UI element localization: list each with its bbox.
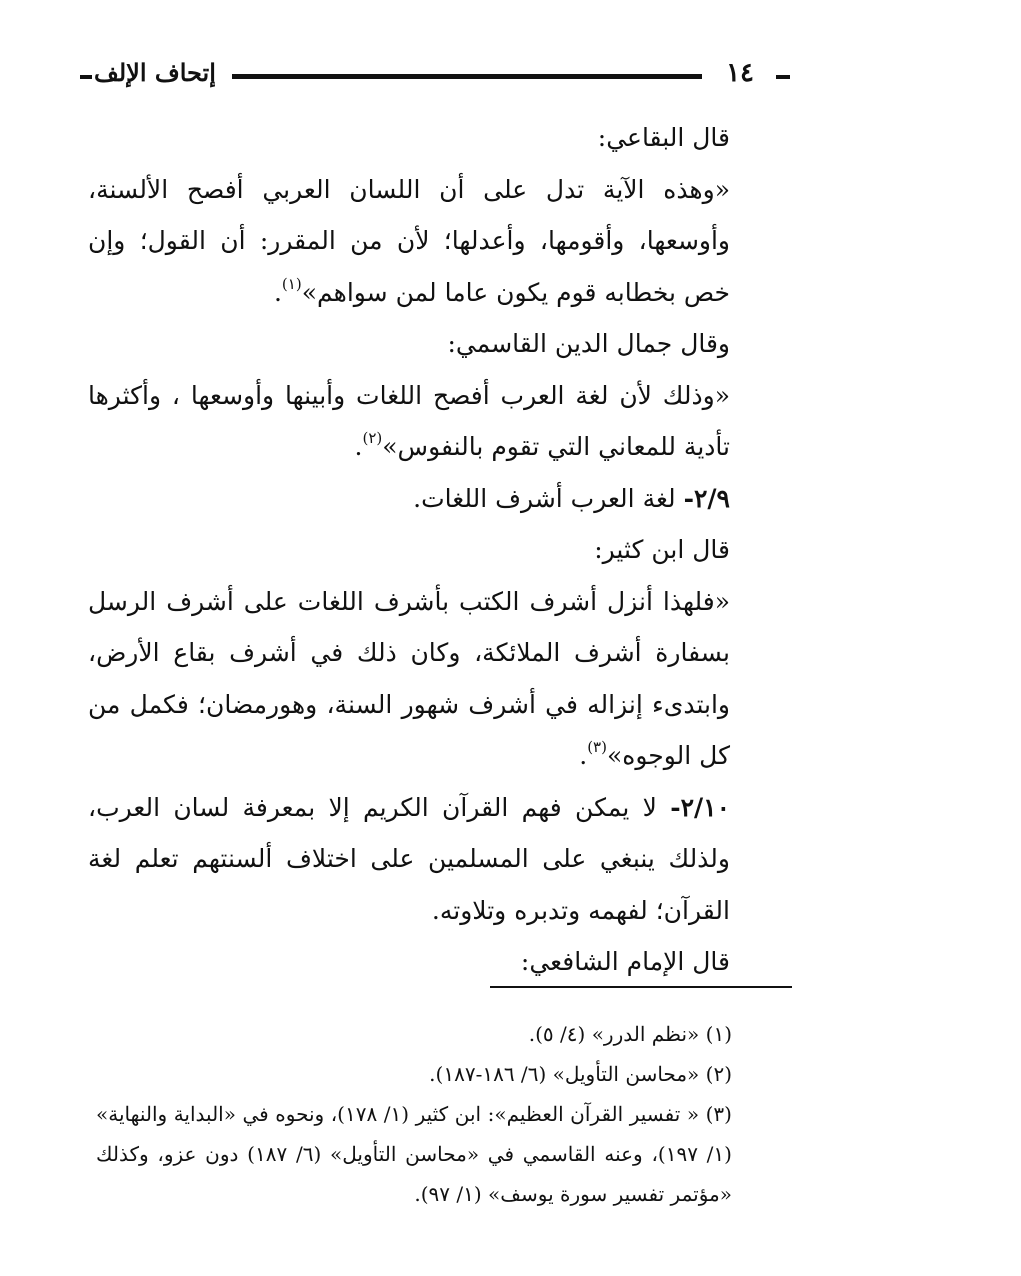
section-heading-2-9 bbox=[88, 473, 788, 525]
section-number: ٢/١٠- bbox=[670, 792, 730, 822]
quote-text: «وذلك لأن لغة العرب أفصح اللغات وأبينها وأوسعها ، وأكثرها تأدية للمعاني التي تقوم بالنفوس» bbox=[88, 380, 730, 461]
paragraph-intro-ibn-kathir: قال ابن كثير: bbox=[594, 535, 730, 564]
footnotes bbox=[96, 1014, 790, 1214]
paragraph-quote-ibn-kathir bbox=[88, 576, 788, 782]
footnote-3: (٣) « تفسير القرآن العظيم»: ابن كثير (١/ ١٧٨)، ونحوه في «البداية والنهاية» (١/ ١٩٧)، وعنه القاسمي في «محاسن التأويل» (٦/ ١٨٧) دون عزو، وكذلك «مؤتمر تفسير سورة يوسف» (١/ ٩٧). bbox=[96, 1102, 732, 1206]
header-dash-right bbox=[776, 75, 790, 79]
main-text bbox=[88, 112, 788, 988]
sentence-end: . bbox=[579, 741, 588, 770]
footnote-ref-2[interactable]: (٢) bbox=[362, 429, 383, 447]
header-dash-left bbox=[80, 75, 92, 79]
section-number: ٢/٩- bbox=[683, 483, 730, 513]
section-heading-2-10 bbox=[88, 782, 788, 937]
paragraph-quote-biqai bbox=[88, 164, 788, 319]
page-number: ١٤ bbox=[726, 58, 754, 88]
paragraph-intro-biqai: قال البقاعي: bbox=[597, 123, 730, 152]
footnote-2: (٢) «محاسن التأويل» (٦/ ١٨٦-١٨٧). bbox=[429, 1062, 732, 1086]
footnote-ref-3[interactable]: (٣) bbox=[587, 738, 607, 756]
quote-text: «فلهذا أنزل أشرف الكتب بأشرف اللغات على أشرف الرسل بسفارة أشرف الملائكة، وكان ذلك في أشرف بقاع الأرض، وابتدىء إنزاله في أشرف شهور السنة، وهورمضان؛ فكمل من كل الوجوه» bbox=[88, 586, 730, 770]
footnote-separator bbox=[490, 986, 792, 988]
header-rule bbox=[232, 74, 702, 79]
section-text: لا يمكن فهم القرآن الكريم إلا بمعرفة لسان العرب، ولذلك ينبغي على المسلمين على اختلاف ألسنتهم تعلم لغة القرآن؛ لفهمه وتدبره وتلاوته. bbox=[88, 792, 730, 925]
quote-text: «وهذه الآية تدل على أن اللسان العربي أفصح الألسنة، وأوسعها، وأقومها، وأعدلها؛ لأن من المقرر: أن القول؛ وإن خص بخطابه قوم يكون عاما لمن سواهم» bbox=[88, 174, 730, 307]
footnote-ref-1[interactable]: (١) bbox=[281, 274, 302, 293]
paragraph-quote-qasimi bbox=[88, 370, 788, 473]
section-title: لغة العرب أشرف اللغات. bbox=[413, 483, 676, 513]
running-header bbox=[80, 52, 790, 96]
sentence-end: . bbox=[273, 277, 282, 307]
paragraph-intro-shafii: قال الإمام الشافعي: bbox=[520, 947, 730, 976]
book-title: إتحاف الإلف bbox=[94, 58, 216, 87]
footnote-1: (١) «نظم الدرر» (٤/ ٥). bbox=[528, 1022, 732, 1046]
sentence-end: . bbox=[354, 432, 363, 461]
paragraph-intro-qasimi: وقال جمال الدين القاسمي: bbox=[447, 329, 730, 358]
